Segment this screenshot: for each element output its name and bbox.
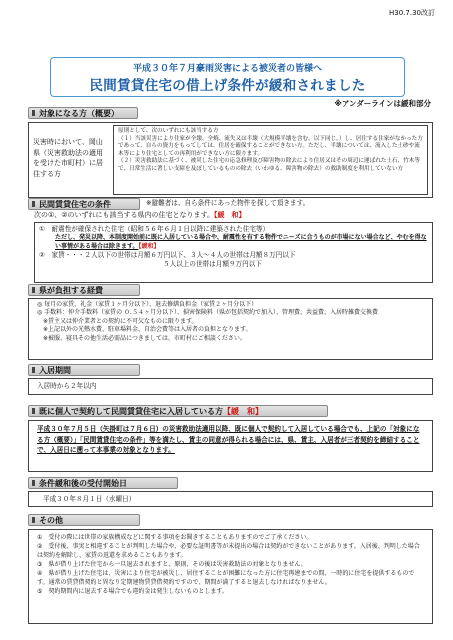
revision-date: H30.7.30改訂 xyxy=(389,9,435,17)
other-box xyxy=(28,529,433,624)
section-heading-existing xyxy=(28,405,328,417)
cost-item-3: ※上記以外の光熱水費、駐車場料金、自治会費等は入居者の負担となります。 xyxy=(43,326,252,334)
other-item-1: ② 受付後、事実と相違することが判明した場合や、必要な証明書等が未提出の場合は契約ができないことがあります。入居後、判明した場合は契約を解除し、家賃の返還を求めることもあります。 xyxy=(37,543,420,559)
target-right-line-0: 原則として、次のいずれにも該当する方 xyxy=(118,128,219,134)
section-heading-housing: 民間賃貸住宅の条件 xyxy=(28,198,140,210)
housing-intro xyxy=(34,211,246,220)
target-box xyxy=(28,122,433,198)
underline-note: ※アンダーラインは緩和部分 xyxy=(334,99,431,108)
title-subtitle: 平成３０年７月豪雨災害による被災者の皆様へ xyxy=(132,64,322,74)
housing-intro-text: 次の①、②のいずれにも該当する県内の住宅となります。 xyxy=(34,211,214,219)
target-right-line-2: （２）災害救助法に基づく、被災した住宅の応急修理及び障害物の除去により住居又はその周辺に運ばれた土石、竹木等で、日常生活に著しい支障を及ぼしているものの除去（いわゆる、障害物の除去）の救助制度を利用していない方 xyxy=(118,158,420,172)
other-item-0: ① 受付の際には世帯の家族構成などに関する事項をお聞きすることもありますのでご了承ください。 xyxy=(37,534,313,541)
housing-heading-note: ※避難者は、自ら条件にあった物件を探して頂きます。 xyxy=(146,199,310,207)
section-heading-period: 入居期間 xyxy=(28,364,140,376)
target-left-text: 災害時において、岡山県（災害救助法の適用を受けた市町村）に居住する方 xyxy=(33,138,103,178)
start-date-text: 平成３０年８月１日（水曜日） xyxy=(43,495,136,503)
cost-item-2: ※賃主又は仲介業者との契約に不可欠なものに限ります。 xyxy=(43,317,198,325)
period-box xyxy=(28,378,433,395)
other-item-4: ⑤ 契約期間内に退去する場合でも違約金は発生しないものとします。 xyxy=(37,588,228,595)
housing-item-1: ① 耐震性が確保された住宅（昭和５６年６月１日以降に建築された住宅等） xyxy=(39,225,270,233)
existing-box xyxy=(28,420,433,472)
other-item-2: ③ 県が借り上げた住宅から一旦退去されますと、原則、その後は災害救助法の対象となりません。 xyxy=(37,561,307,568)
page-title: 民間賃貸住宅の借上げ条件が緩和されました xyxy=(89,78,366,94)
start-date-box xyxy=(28,491,433,507)
existing-text: 平成３０年７月５日（矢掛町は７月６日）の災害救助法適用以降、既に個人で契約して入居している場合でも、上記の「対象になる方（概要）」「民間賃貸住宅の条件」等を満たし、賃主の同意が得られる場合には、県、賃主、入居者が三者契約を締結することで、入居日に遡って本事業の対象となります。 xyxy=(37,425,420,454)
target-right-box xyxy=(113,125,428,195)
other-item-3: ④ 県が借り上げた住宅は、災害により住宅が被災し、居住することが困難になった方に住宅再建までの間、一時的に住宅を提供するものです。通常の賃貸借契約と異なり定期建物賃貸借契約ですので、期間が満了すると退去しなければなりません。 xyxy=(37,570,415,586)
section-heading-target: 対象になる方（概要） xyxy=(28,107,138,119)
cost-item-0: ◎ 毎月の家賃、礼金（家賃１ヶ月分以下）、退去修繕負担金（家賃２ヶ月分以下） xyxy=(37,301,258,308)
period-text: 入居時から２年以内 xyxy=(37,382,97,390)
housing-item-2b: ５人以上の世帯は月額９万円以下 xyxy=(163,260,262,269)
section-heading-start-date: 条件緩和後の受付開始日 xyxy=(28,477,178,489)
housing-conditions-box xyxy=(34,222,433,283)
existing-heading-tag: 【緩 和】 xyxy=(223,407,263,416)
section-heading-costs: 県が負担する経費 xyxy=(28,284,140,296)
costs-box xyxy=(28,298,433,360)
housing-item-2a: ② 家賃・・・２人以下の世帯は月額６万円以下、３人～４人の世帯は月額８万円以下 xyxy=(39,251,296,260)
housing-item-1-relax xyxy=(39,234,428,251)
target-right-line-1: （１）当該災害により住家が全壊、全焼、流失又は半壊（大規模半壊を含む。以下同じ。）し、居住する住家がなかった方であって、自らの資力をもってしては、住居を確保することができない方。ただし、半壊については、流入した土砂や流木等により住宅としての再利用ができない方に限ります。 xyxy=(118,135,423,157)
housing-item-1-tag: 【緩和】 xyxy=(138,242,160,250)
housing-intro-tag: 【緩 和】 xyxy=(214,211,246,219)
cost-item-1: ◎ 手数料：仲介手数料（家賃の ０.５４ヶ月分以下）、損害保険料（県が包括契約で加入）、管理費、共益費、入居時雑費交換費 xyxy=(37,309,378,317)
existing-heading-text: 既に個人で契約して民間賃貸住宅に入居している方 xyxy=(39,407,223,416)
section-heading-other: その他 xyxy=(28,514,140,526)
housing-item-1-relax-text: ただし、発災以降、本制度開始前に既に入居している場合や、耐震性を有する物件でニーズに合うものが市場にない場合など、やむを得ない事情がある場合は除きます。 xyxy=(55,234,427,250)
cost-item-4: ※被服、寝具その他生活必需品につきましては、市町村にご相談ください。 xyxy=(43,334,246,342)
title-banner xyxy=(50,57,405,97)
